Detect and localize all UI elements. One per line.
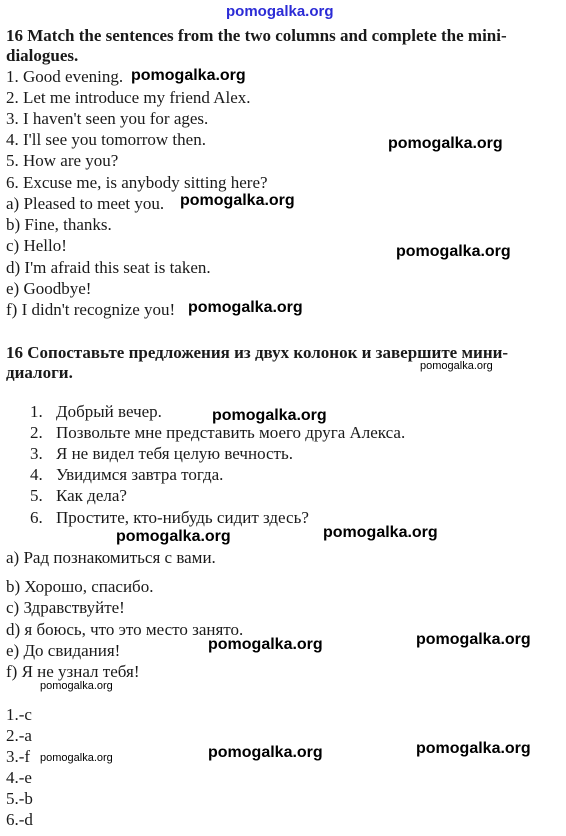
- ru-lettered-item-a: a) Рад познакомиться с вами.: [6, 548, 216, 567]
- en-item-e: e) Goodbye!: [6, 279, 92, 298]
- exercise-heading-ru-line1: 16 Сопоставьте предложения из двух колонок и завершите мини-: [6, 343, 509, 362]
- en-item-4: 4. I'll see you tomorrow then.: [6, 130, 206, 149]
- watermark: pomogalka.org: [188, 299, 303, 316]
- item-text: Простите, кто-нибудь сидит здесь?: [56, 508, 309, 527]
- ru-lettered-item-c: c) Здравствуйте!: [6, 598, 125, 617]
- item-number: 5.: [30, 486, 43, 505]
- en-item-f: f) I didn't recognize you!: [6, 300, 176, 319]
- ru-numbered-item-6: [30, 508, 309, 528]
- ru-lettered-item-f: f) Я не узнал тебя!: [6, 662, 140, 681]
- en-item-1: 1. Good evening.: [6, 67, 124, 86]
- answer-1: 1.-c: [6, 705, 32, 724]
- ru-lettered-item-e: e) До свидания!: [6, 641, 121, 660]
- en-item-c: c) Hello!: [6, 236, 67, 255]
- en-item-6: 6. Excuse me, is anybody sitting here?: [6, 173, 268, 192]
- item-number: 2.: [30, 423, 43, 442]
- item-text: Я не видел тебя целую вечность.: [56, 444, 293, 463]
- en-item-2: 2. Let me introduce my friend Alex.: [6, 88, 251, 107]
- ru-numbered-item-2: [30, 423, 405, 443]
- answer-3: 3.-f: [6, 747, 31, 766]
- watermark: pomogalka.org: [396, 243, 511, 260]
- top-watermark: pomogalka.org: [226, 3, 334, 20]
- item-text: Как дела?: [56, 486, 127, 505]
- watermark: pomogalka.org: [416, 740, 531, 757]
- ru-numbered-item-4: [30, 465, 223, 485]
- item-text: Добрый вечер.: [56, 402, 162, 421]
- item-number: 6.: [30, 508, 43, 527]
- ru-numbered-item-5: [30, 486, 127, 506]
- item-number: 4.: [30, 465, 43, 484]
- ru-numbered-item-1: [30, 402, 162, 422]
- ru-lettered-item-b: b) Хорошо, спасибо.: [6, 577, 154, 596]
- watermark: pomogalka.org: [323, 524, 438, 541]
- answer-6: 6.-d: [6, 810, 33, 829]
- en-item-3: 3. I haven't seen you for ages.: [6, 109, 209, 128]
- en-item-b: b) Fine, thanks.: [6, 215, 112, 234]
- ru-numbered-item-3: [30, 444, 293, 464]
- watermark: pomogalka.org: [40, 752, 113, 764]
- answer-5: 5.-b: [6, 789, 33, 808]
- item-number: 3.: [30, 444, 43, 463]
- en-item-a: a) Pleased to meet you.: [6, 194, 165, 213]
- exercise-heading-en-line1: 16 Match the sentences from the two columns and complete the mini-: [6, 26, 507, 45]
- watermark: pomogalka.org: [416, 631, 531, 648]
- watermark: pomogalka.org: [131, 67, 246, 84]
- watermark: pomogalka.org: [40, 680, 113, 692]
- watermark: pomogalka.org: [212, 407, 327, 424]
- en-item-5: 5. How are you?: [6, 151, 119, 170]
- exercise-heading-en-line2: dialogues.: [6, 46, 79, 65]
- en-item-d: d) I'm afraid this seat is taken.: [6, 258, 211, 277]
- answer-2: 2.-a: [6, 726, 32, 745]
- answer-4: 4.-e: [6, 768, 32, 787]
- watermark: pomogalka.org: [420, 360, 493, 372]
- item-text: Увидимся завтра тогда.: [56, 465, 224, 484]
- watermark: pomogalka.org: [116, 528, 231, 545]
- exercise-heading-ru-line2: диалоги.: [6, 363, 73, 382]
- item-text: Позвольте мне представить моего друга Алекса.: [56, 423, 406, 442]
- ru-lettered-item-d: d) я боюсь, что это место занято.: [6, 620, 244, 639]
- watermark: pomogalka.org: [180, 192, 295, 209]
- watermark: pomogalka.org: [208, 744, 323, 761]
- watermark: pomogalka.org: [208, 636, 323, 653]
- item-number: 1.: [30, 402, 43, 421]
- watermark: pomogalka.org: [388, 135, 503, 152]
